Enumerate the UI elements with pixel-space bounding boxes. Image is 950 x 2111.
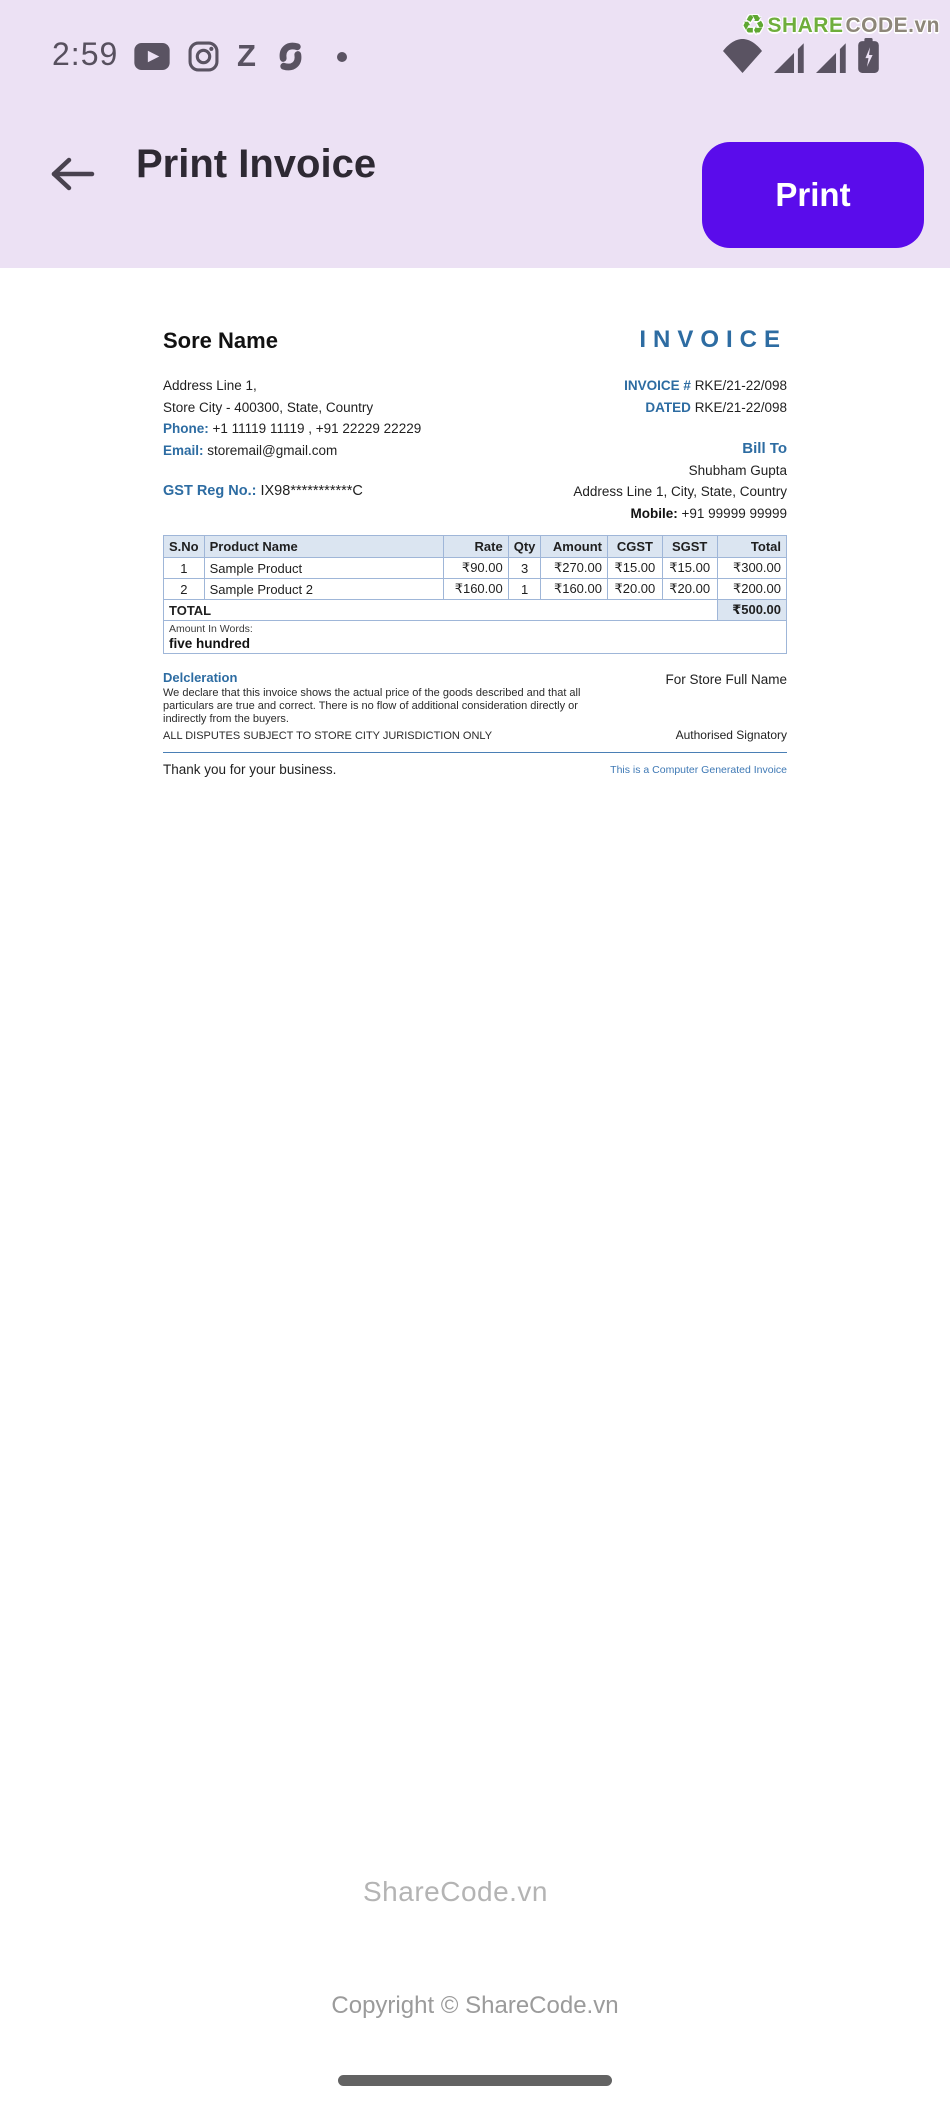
table-row	[164, 579, 787, 600]
table-row	[164, 558, 787, 579]
signatory-label: Authorised Signatory	[675, 728, 787, 743]
thanks-message: Thank you for your business.	[163, 762, 337, 778]
mobile-label: Mobile:	[630, 505, 678, 521]
cell-qty: 3	[508, 558, 541, 579]
invoice-footer	[163, 762, 787, 777]
total-value: ₹500.00	[717, 600, 786, 621]
back-button[interactable]	[46, 150, 98, 198]
dated-label: DATED	[645, 399, 691, 415]
col-header-qty: Qty	[508, 536, 541, 558]
bill-to-label: Bill To	[742, 440, 787, 457]
z-icon: Z	[237, 38, 256, 73]
total-label: TOTAL	[164, 600, 718, 621]
cell-signal-icon	[774, 42, 805, 73]
invoice-date	[573, 397, 787, 419]
signatory-for: For Store Full Name	[665, 672, 787, 687]
phone-value: +1 11119 11119 , +91 22229 22229	[212, 421, 422, 436]
invoice-document	[163, 268, 787, 777]
col-header-rate: Rate	[444, 536, 509, 558]
invoice-number-label: INVOICE #	[624, 378, 691, 393]
system-icons	[722, 38, 879, 73]
col-header-product: Product Name	[204, 536, 443, 558]
store-address-line1: Address Line 1,	[163, 378, 257, 393]
logo-text-share: SHARE	[767, 13, 844, 37]
cell-rate: ₹90.00	[444, 558, 509, 579]
youtube-icon	[134, 43, 170, 70]
declaration-body: We declare that this invoice shows the actual price of the goods described and that all particulars are true and correct. There is no flow of additional consideration directly or indirectly from the buyers.	[163, 687, 581, 725]
gst-registration	[163, 481, 421, 503]
store-name: Sore Name	[163, 328, 278, 353]
billing-details	[573, 375, 787, 524]
cell-amount: ₹270.00	[541, 558, 608, 579]
table-header-row	[164, 536, 787, 558]
amount-words-label: Amount In Words:	[169, 623, 253, 635]
store-address-line2: Store City - 400300, State, Country	[163, 399, 374, 415]
top-bar-area	[0, 0, 950, 268]
cell-qty: 1	[508, 579, 541, 600]
recycle-icon: ♻	[741, 10, 766, 40]
sharecode-logo	[741, 10, 940, 41]
page-title: Print Invoice	[136, 142, 377, 186]
email-value: storemail@gmail.com	[207, 442, 338, 458]
gesture-bar-handle[interactable]	[338, 2075, 612, 2086]
email-label: Email:	[163, 442, 204, 458]
notification-icons	[134, 38, 347, 74]
notification-dot	[337, 52, 347, 62]
cell-sno: 1	[164, 558, 205, 579]
copyright-text: Copyright © ShareCode.vn	[331, 1992, 619, 2019]
swirl-icon	[274, 40, 307, 73]
cell-sgst: ₹15.00	[662, 558, 717, 579]
declaration-section	[163, 670, 787, 742]
status-bar	[0, 36, 950, 80]
invoice-title: INVOICE	[639, 326, 787, 353]
table-total-row	[164, 600, 787, 621]
col-header-sno: S.No	[164, 536, 205, 558]
invoice-number	[573, 375, 787, 397]
cell-amount: ₹160.00	[541, 579, 608, 600]
cell-total: ₹300.00	[717, 558, 786, 579]
status-time: 2:59	[52, 36, 119, 72]
cell-signal-icon	[816, 42, 847, 73]
cell-sgst: ₹20.00	[662, 579, 717, 600]
disputes-line: ALL DISPUTES SUBJECT TO STORE CITY JURISDICTION ONLY	[163, 730, 493, 743]
signatory-block	[665, 670, 787, 742]
invoice-details	[163, 375, 787, 524]
invoice-number-value: RKE/21-22/098	[694, 378, 787, 393]
dated-value: RKE/21-22/098	[694, 399, 787, 415]
watermark: ShareCode.vn	[363, 1876, 549, 1907]
battery-charging-icon	[858, 38, 879, 73]
declaration-block	[163, 670, 623, 742]
col-header-amount: Amount	[541, 536, 608, 558]
store-details	[163, 375, 421, 524]
col-header-total: Total	[717, 536, 786, 558]
print-button[interactable]: Print	[702, 142, 924, 248]
cell-sno: 2	[164, 579, 205, 600]
bill-to-address: Address Line 1, City, State, Country	[573, 484, 787, 499]
cell-product: Sample Product	[204, 558, 443, 579]
logo-text-code: CODE.vn	[845, 13, 940, 37]
col-header-sgst: SGST	[662, 536, 717, 558]
cell-total: ₹200.00	[717, 579, 786, 600]
gst-value: IX98***********C	[260, 483, 363, 499]
amount-in-words-row	[164, 621, 787, 654]
amount-words-value: five hundred	[169, 636, 251, 651]
declaration-title: Delcleration	[163, 670, 238, 685]
gst-label: GST Reg No.:	[163, 483, 257, 499]
back-arrow-icon	[49, 155, 95, 193]
phone-label: Phone:	[163, 421, 209, 436]
cell-product: Sample Product 2	[204, 579, 443, 600]
invoice-divider	[163, 752, 787, 753]
col-header-cgst: CGST	[607, 536, 662, 558]
app-header	[0, 120, 950, 268]
cell-cgst: ₹15.00	[607, 558, 662, 579]
bill-to-name: Shubham Gupta	[688, 462, 787, 478]
generated-note: This is a Computer Generated Invoice	[610, 763, 787, 776]
instagram-icon	[188, 41, 219, 72]
items-table	[163, 535, 787, 654]
store-phone	[163, 418, 421, 440]
mobile-value: +91 99999 99999	[681, 505, 787, 521]
store-email	[163, 440, 421, 462]
cell-rate: ₹160.00	[444, 579, 509, 600]
invoice-header	[163, 326, 787, 354]
wifi-icon	[722, 39, 763, 73]
cell-cgst: ₹20.00	[607, 579, 662, 600]
bill-to-mobile	[573, 503, 787, 525]
